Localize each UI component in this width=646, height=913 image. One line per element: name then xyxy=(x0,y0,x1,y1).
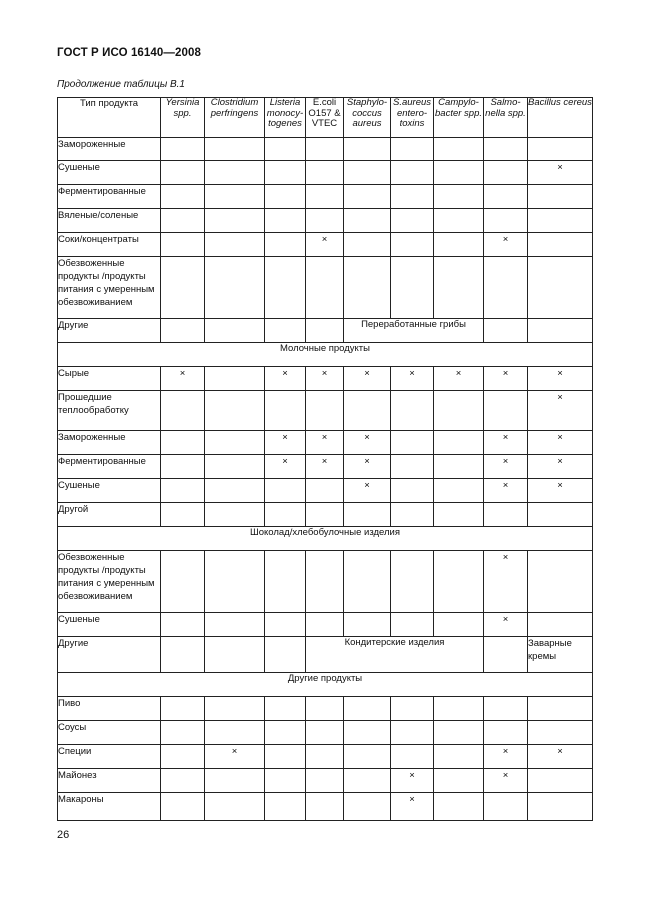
product-type-cell: Вяленые/соленые xyxy=(58,209,161,233)
empty-cell xyxy=(161,551,205,613)
empty-cell xyxy=(306,209,344,233)
empty-cell xyxy=(306,319,344,343)
empty-cell xyxy=(391,391,434,431)
empty-cell xyxy=(434,138,484,161)
cross-mark: × xyxy=(484,455,528,479)
product-type-cell: Обезвоженные продукты /продукты питания с умеренным обезвоживанием xyxy=(58,257,161,319)
product-type-cell: Обезвоженные продукты /продукты питания с умеренным обезвоживанием xyxy=(58,551,161,613)
cross-mark: × xyxy=(344,455,391,479)
empty-cell xyxy=(391,233,434,257)
table-row xyxy=(58,185,593,209)
empty-cell xyxy=(161,721,205,745)
empty-cell xyxy=(434,209,484,233)
cross-mark: × xyxy=(306,367,344,391)
cross-mark: × xyxy=(484,431,528,455)
cross-mark: × xyxy=(528,479,593,503)
cross-mark: × xyxy=(528,161,593,185)
empty-cell xyxy=(484,793,528,821)
empty-cell xyxy=(205,257,265,319)
section-heading: Молочные продукты xyxy=(58,343,593,367)
cross-mark: × xyxy=(528,745,593,769)
column-header: Campylo-bacter spp. xyxy=(434,98,484,138)
table-row xyxy=(58,319,593,343)
empty-cell xyxy=(528,551,593,613)
cross-mark: × xyxy=(484,479,528,503)
empty-cell xyxy=(205,319,265,343)
empty-cell xyxy=(205,391,265,431)
empty-cell xyxy=(528,138,593,161)
empty-cell xyxy=(205,479,265,503)
empty-cell xyxy=(344,138,391,161)
empty-cell xyxy=(205,551,265,613)
cross-mark: × xyxy=(205,745,265,769)
empty-cell xyxy=(161,455,205,479)
table-row xyxy=(58,503,593,527)
empty-cell xyxy=(265,161,306,185)
column-header: Yersinia spp. xyxy=(161,98,205,138)
empty-cell xyxy=(391,613,434,637)
empty-cell xyxy=(265,185,306,209)
empty-cell xyxy=(528,209,593,233)
product-type-cell: Соки/концентраты xyxy=(58,233,161,257)
cross-mark: × xyxy=(391,793,434,821)
cross-mark: × xyxy=(306,431,344,455)
table-row xyxy=(58,769,593,793)
product-type-cell: Сушеные xyxy=(58,479,161,503)
empty-cell xyxy=(161,613,205,637)
empty-cell xyxy=(265,613,306,637)
empty-cell xyxy=(161,257,205,319)
empty-cell xyxy=(306,721,344,745)
empty-cell xyxy=(344,503,391,527)
product-type-cell: Другие xyxy=(58,637,161,673)
empty-cell xyxy=(528,503,593,527)
column-header: Listeria monocy-togenes xyxy=(265,98,306,138)
cross-mark: × xyxy=(484,367,528,391)
product-type-cell: Сушеные xyxy=(58,613,161,637)
empty-cell xyxy=(306,185,344,209)
column-header: Bacillus cereus xyxy=(528,98,593,138)
empty-cell xyxy=(484,637,528,673)
product-type-cell: Макароны xyxy=(58,793,161,821)
empty-cell xyxy=(161,769,205,793)
empty-cell xyxy=(434,455,484,479)
microorganism-table xyxy=(57,97,593,821)
column-header: Clostridium perfringens xyxy=(205,98,265,138)
cross-mark: × xyxy=(528,455,593,479)
empty-cell xyxy=(344,697,391,721)
empty-cell xyxy=(265,769,306,793)
empty-cell xyxy=(306,479,344,503)
empty-cell xyxy=(306,257,344,319)
product-type-cell: Сушеные xyxy=(58,161,161,185)
empty-cell xyxy=(344,613,391,637)
empty-cell xyxy=(306,138,344,161)
cross-mark: × xyxy=(484,233,528,257)
cross-mark: × xyxy=(306,233,344,257)
empty-cell xyxy=(344,233,391,257)
cross-mark: × xyxy=(434,367,484,391)
table-row xyxy=(58,161,593,185)
empty-cell xyxy=(205,793,265,821)
empty-cell xyxy=(484,503,528,527)
cross-mark: × xyxy=(391,769,434,793)
table-row xyxy=(58,367,593,391)
product-type-cell: Пиво xyxy=(58,697,161,721)
empty-cell xyxy=(265,319,306,343)
cross-mark: × xyxy=(528,431,593,455)
table-row xyxy=(58,721,593,745)
empty-cell xyxy=(161,233,205,257)
empty-cell xyxy=(265,479,306,503)
empty-cell xyxy=(344,551,391,613)
cell-note: Заварные кремы xyxy=(528,637,593,673)
empty-cell xyxy=(265,637,306,673)
empty-cell xyxy=(344,257,391,319)
empty-cell xyxy=(344,745,391,769)
empty-cell xyxy=(434,479,484,503)
product-type-cell: Другие xyxy=(58,319,161,343)
cross-mark: × xyxy=(161,367,205,391)
section-heading: Шоколад/хлебобулочные изделия xyxy=(58,527,593,551)
empty-cell xyxy=(484,185,528,209)
cross-mark: × xyxy=(265,431,306,455)
empty-cell xyxy=(265,745,306,769)
cross-mark: × xyxy=(344,367,391,391)
section-row xyxy=(58,673,593,697)
empty-cell xyxy=(344,793,391,821)
empty-cell xyxy=(205,503,265,527)
empty-cell xyxy=(265,503,306,527)
table-row xyxy=(58,551,593,613)
empty-cell xyxy=(265,257,306,319)
product-type-cell: Замороженные xyxy=(58,431,161,455)
empty-cell xyxy=(265,697,306,721)
product-type-cell: Майонез xyxy=(58,769,161,793)
empty-cell xyxy=(161,431,205,455)
table-row xyxy=(58,479,593,503)
product-type-cell: Соусы xyxy=(58,721,161,745)
empty-cell xyxy=(205,769,265,793)
empty-cell xyxy=(161,503,205,527)
column-header: Тип продукта xyxy=(58,98,161,138)
empty-cell xyxy=(306,745,344,769)
empty-cell xyxy=(306,793,344,821)
empty-cell xyxy=(528,721,593,745)
cross-mark: × xyxy=(344,479,391,503)
empty-cell xyxy=(434,613,484,637)
empty-cell xyxy=(161,637,205,673)
empty-cell xyxy=(161,138,205,161)
table-row xyxy=(58,613,593,637)
empty-cell xyxy=(434,257,484,319)
empty-cell xyxy=(391,503,434,527)
table-row xyxy=(58,257,593,319)
empty-cell xyxy=(306,613,344,637)
empty-cell xyxy=(391,431,434,455)
empty-cell xyxy=(484,319,528,343)
empty-cell xyxy=(205,697,265,721)
empty-cell xyxy=(265,721,306,745)
column-header: Staphylo-coccus aureus xyxy=(344,98,391,138)
empty-cell xyxy=(484,138,528,161)
empty-cell xyxy=(205,721,265,745)
cross-mark: × xyxy=(528,367,593,391)
empty-cell xyxy=(265,391,306,431)
table-row xyxy=(58,233,593,257)
empty-cell xyxy=(344,185,391,209)
empty-cell xyxy=(434,431,484,455)
empty-cell xyxy=(391,697,434,721)
cross-mark: × xyxy=(484,613,528,637)
empty-cell xyxy=(265,209,306,233)
empty-cell xyxy=(484,391,528,431)
document-title: ГОСТ Р ИСО 16140—2008 xyxy=(57,47,202,59)
empty-cell xyxy=(344,769,391,793)
table-row xyxy=(58,637,593,673)
empty-cell xyxy=(528,769,593,793)
empty-cell xyxy=(344,391,391,431)
product-type-cell: Другой xyxy=(58,503,161,527)
cross-mark: × xyxy=(484,745,528,769)
cross-mark: × xyxy=(306,455,344,479)
empty-cell xyxy=(528,613,593,637)
empty-cell xyxy=(205,431,265,455)
empty-cell xyxy=(205,209,265,233)
table-row xyxy=(58,697,593,721)
empty-cell xyxy=(434,161,484,185)
empty-cell xyxy=(434,391,484,431)
empty-cell xyxy=(205,161,265,185)
empty-cell xyxy=(205,367,265,391)
empty-cell xyxy=(391,721,434,745)
table-row xyxy=(58,455,593,479)
empty-cell xyxy=(205,138,265,161)
table-row xyxy=(58,209,593,233)
table-row xyxy=(58,793,593,821)
cross-mark: × xyxy=(344,431,391,455)
section-heading: Другие продукты xyxy=(58,673,593,697)
column-header: S.aureus entero-toxins xyxy=(391,98,434,138)
empty-cell xyxy=(205,637,265,673)
empty-cell xyxy=(161,391,205,431)
empty-cell xyxy=(344,721,391,745)
empty-cell xyxy=(306,161,344,185)
empty-cell xyxy=(265,233,306,257)
table-row xyxy=(58,138,593,161)
table-caption: Продолжение таблицы В.1 xyxy=(57,79,185,90)
empty-cell xyxy=(391,551,434,613)
spanning-note: Кондитерские изделия xyxy=(306,637,484,673)
product-type-cell: Ферментированные xyxy=(58,455,161,479)
empty-cell xyxy=(205,233,265,257)
empty-cell xyxy=(391,479,434,503)
empty-cell xyxy=(306,391,344,431)
empty-cell xyxy=(205,185,265,209)
empty-cell xyxy=(484,257,528,319)
empty-cell xyxy=(528,233,593,257)
empty-cell xyxy=(484,721,528,745)
empty-cell xyxy=(484,697,528,721)
empty-cell xyxy=(306,697,344,721)
cross-mark: × xyxy=(265,455,306,479)
empty-cell xyxy=(434,721,484,745)
empty-cell xyxy=(265,551,306,613)
empty-cell xyxy=(528,185,593,209)
empty-cell xyxy=(161,745,205,769)
page-number: 26 xyxy=(57,829,70,841)
empty-cell xyxy=(205,455,265,479)
empty-cell xyxy=(484,161,528,185)
empty-cell xyxy=(434,185,484,209)
empty-cell xyxy=(344,209,391,233)
empty-cell xyxy=(161,161,205,185)
cross-mark: × xyxy=(484,551,528,613)
cross-mark: × xyxy=(265,367,306,391)
empty-cell xyxy=(391,138,434,161)
empty-cell xyxy=(161,479,205,503)
empty-cell xyxy=(306,503,344,527)
empty-cell xyxy=(391,209,434,233)
empty-cell xyxy=(434,233,484,257)
empty-cell xyxy=(434,745,484,769)
empty-cell xyxy=(391,161,434,185)
column-header: E.coli O157 & VTEC xyxy=(306,98,344,138)
empty-cell xyxy=(528,793,593,821)
product-type-cell: Сырые xyxy=(58,367,161,391)
table-row xyxy=(58,745,593,769)
empty-cell xyxy=(528,697,593,721)
product-type-cell: Ферментированные xyxy=(58,185,161,209)
empty-cell xyxy=(434,697,484,721)
cross-mark: × xyxy=(484,769,528,793)
product-type-cell: Специи xyxy=(58,745,161,769)
empty-cell xyxy=(161,793,205,821)
product-type-cell: Замороженные xyxy=(58,138,161,161)
empty-cell xyxy=(391,257,434,319)
empty-cell xyxy=(484,209,528,233)
column-header: Salmo-nella spp. xyxy=(484,98,528,138)
empty-cell xyxy=(306,551,344,613)
empty-cell xyxy=(528,319,593,343)
empty-cell xyxy=(161,209,205,233)
section-row xyxy=(58,527,593,551)
empty-cell xyxy=(434,551,484,613)
empty-cell xyxy=(344,161,391,185)
empty-cell xyxy=(434,793,484,821)
empty-cell xyxy=(265,793,306,821)
spanning-note: Переработанные грибы xyxy=(344,319,484,343)
empty-cell xyxy=(161,319,205,343)
table-row xyxy=(58,391,593,431)
empty-cell xyxy=(528,257,593,319)
empty-cell xyxy=(434,769,484,793)
empty-cell xyxy=(265,138,306,161)
cross-mark: × xyxy=(528,391,593,431)
empty-cell xyxy=(306,769,344,793)
empty-cell xyxy=(391,455,434,479)
empty-cell xyxy=(434,503,484,527)
empty-cell xyxy=(161,185,205,209)
empty-cell xyxy=(161,697,205,721)
empty-cell xyxy=(391,745,434,769)
empty-cell xyxy=(205,613,265,637)
empty-cell xyxy=(391,185,434,209)
table-row xyxy=(58,431,593,455)
cross-mark: × xyxy=(391,367,434,391)
section-row xyxy=(58,343,593,367)
product-type-cell: Прошедшие теплообработку xyxy=(58,391,161,431)
